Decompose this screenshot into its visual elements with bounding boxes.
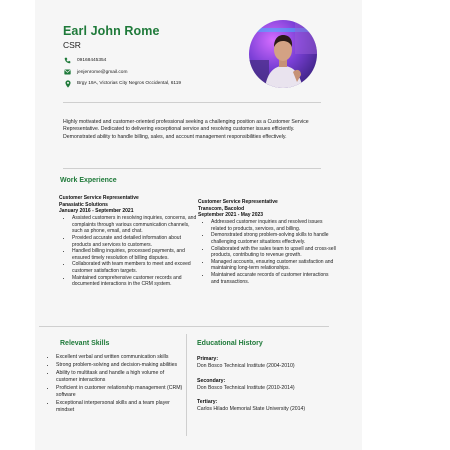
candidate-role: CSR xyxy=(63,40,81,50)
resume-page xyxy=(35,0,362,450)
list-item: • Strong problem-solving and decision-making abilities xyxy=(56,362,185,369)
education-school: Don Bosco Technical Institute (2004-2010) xyxy=(197,363,295,370)
list-item: • Assisted customers in resolving inquiries, concerns, and complaints through various communication channels, such as phone, email, and chat. xyxy=(72,215,199,235)
list-item: • Ability to multitask and handle a high volume of customer interactions xyxy=(56,370,185,385)
contact-list xyxy=(63,55,181,90)
relevant-skills-heading: Relevant Skills xyxy=(60,340,110,347)
phone-icon xyxy=(63,56,72,65)
job-dates: September 2021 - May 2023 xyxy=(198,212,264,219)
education-entry xyxy=(197,356,337,371)
list-item: • Managed accounts, ensuring customer satisfaction and maintaining long-term relationships. xyxy=(211,259,338,272)
skills-list xyxy=(50,354,185,415)
job-title: Customer Service Representative xyxy=(59,195,139,201)
educational-history-heading: Educational History xyxy=(197,340,263,347)
job-bullets xyxy=(59,215,199,288)
job-title: Customer Service Representative xyxy=(198,199,278,205)
contact-phone-text: 09168445354 xyxy=(77,58,107,63)
job-company: Transcom, Bacolod xyxy=(198,205,245,212)
contact-address-text: Brgy 19A, Victorias City Negros Occidental, 6119 xyxy=(77,81,182,86)
job-bullets xyxy=(198,219,338,285)
education-level: Tertiary: xyxy=(197,399,218,406)
education-level: Primary: xyxy=(197,356,219,362)
education-school: Don Bosco Technical Institute (2010-2014) xyxy=(197,384,295,391)
candidate-name: Earl John Rome xyxy=(63,24,160,38)
list-item: • Addressed customer inquiries and resolved issues related to products, services, and billing. xyxy=(211,219,338,232)
job-entry-1 xyxy=(59,195,199,288)
summary-divider xyxy=(63,168,321,169)
list-item: • Maintained comprehensive customer records and documented interactions in the CRM system. xyxy=(72,275,199,288)
education-school: Carlos Hilado Memorial State University (2014) xyxy=(197,406,306,413)
email-icon xyxy=(63,68,72,77)
education-entry xyxy=(197,378,337,393)
location-pin-icon xyxy=(63,79,72,88)
list-item: • Provided accurate and detailed information about products and services to customers. xyxy=(72,235,199,248)
education-entry xyxy=(197,399,337,414)
job-dates: January 2016 - September 2021 xyxy=(59,208,134,215)
list-item: • Proficient in customer relationship management (CRM) software xyxy=(56,385,185,400)
job-entry-2 xyxy=(198,199,338,285)
list-item: • Maintained accurate records of customer interactions and transactions. xyxy=(211,272,338,285)
list-item: • Handled billing inquiries, processed payments, and ensured timely resolution of billing disputes. xyxy=(72,248,199,261)
list-item: • Collaborated with team members to meet and exceed customer satisfaction targets. xyxy=(72,261,199,274)
job-company: Panasiatic Solutions xyxy=(59,201,108,208)
work-divider xyxy=(39,326,329,327)
list-item: • Collaborated with the sales team to upsell and cross-sell products, contributing to revenue growth. xyxy=(211,246,338,259)
contact-email[interactable] xyxy=(63,67,181,78)
list-item: • Excellent verbal and written communication skills xyxy=(56,354,185,361)
contact-phone xyxy=(63,55,181,66)
contact-address xyxy=(63,78,181,89)
contact-email-text: jenjenrome@gmail.com xyxy=(77,69,128,75)
profile-photo xyxy=(249,20,317,88)
list-item: • Demonstrated strong problem-solving skills to handle challenging customer situations effectively. xyxy=(211,232,338,245)
professional-summary: Highly motivated and customer-oriented professional seeking a challenging position as a Customer Service Representative. Dedicated to delivering exceptional service and resolving customer issues efficiently. Demonstrated ability to handle billing, sales, and account management responsibilities effectively. xyxy=(63,119,309,140)
work-experience-heading: Work Experience xyxy=(60,177,117,184)
column-divider xyxy=(186,334,187,436)
header-divider xyxy=(63,102,321,103)
list-item: • Exceptional interpersonal skills and a team player mindset xyxy=(56,400,185,415)
education-level: Secondary: xyxy=(197,377,226,384)
education-list xyxy=(197,356,337,421)
